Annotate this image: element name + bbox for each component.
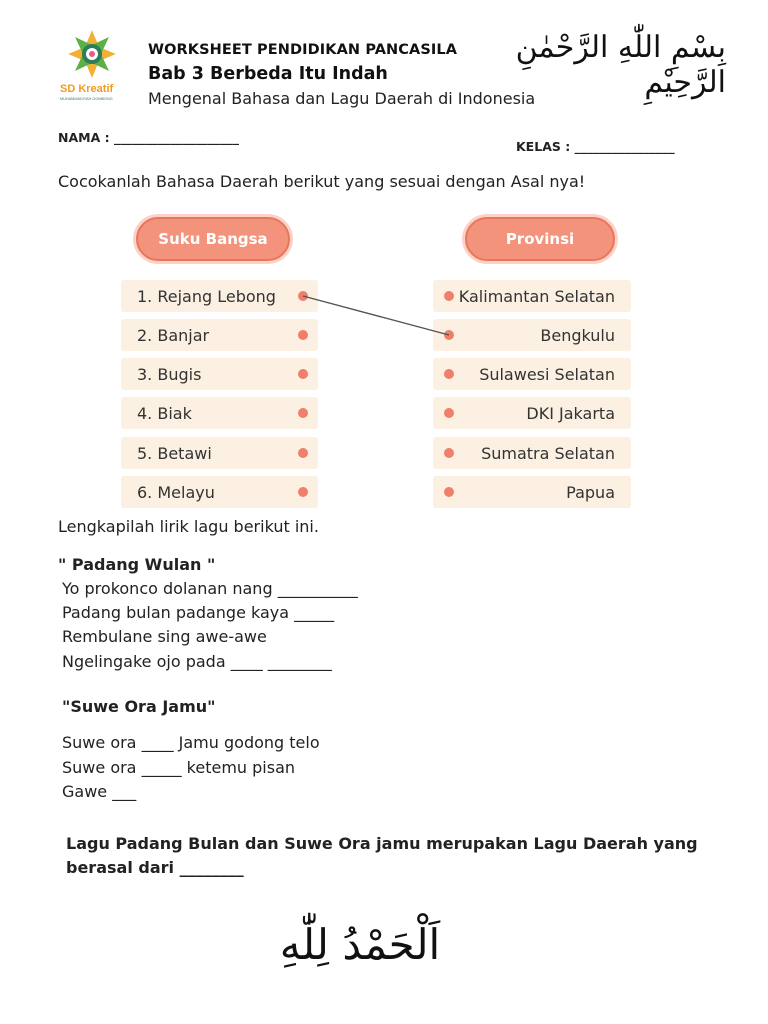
connector-line <box>303 296 449 335</box>
provinsi-item-label: DKI Jakarta <box>526 403 615 423</box>
final-question[interactable]: Lagu Padang Bulan dan Suwe Ora jamu merupakan Lagu Daerah yang berasal dari ________ <box>66 834 698 877</box>
provinsi-item[interactable] <box>433 280 631 312</box>
song-title-suwe-ora-jamu: "Suwe Ora Jamu" <box>62 697 216 716</box>
provinsi-item[interactable] <box>433 437 631 469</box>
lyric-line[interactable]: Yo prokonco dolanan nang __________ <box>62 579 358 598</box>
name-field[interactable]: NAMA : ____________________ <box>58 130 239 145</box>
provinsi-item[interactable] <box>433 397 631 429</box>
connect-dot[interactable] <box>298 487 308 497</box>
suku-item[interactable] <box>121 358 318 390</box>
logo-subtext: MUHAMMADIYAH GOMBONG <box>60 97 113 101</box>
provinsi-item[interactable] <box>433 319 631 351</box>
hamdalah-calligraphy: اَلْحَمْدُ لِلّٰهِ <box>279 920 441 969</box>
provinsi-item-label: Sumatra Selatan <box>481 443 615 463</box>
suku-item[interactable] <box>121 437 318 469</box>
connect-dot[interactable] <box>444 369 454 379</box>
suku-item-label: 2. Banjar <box>137 325 210 345</box>
suku-item-label: 4. Biak <box>137 403 192 423</box>
lyric-line[interactable]: Ngelingake ojo pada ____ ________ <box>62 652 332 671</box>
connect-dot[interactable] <box>444 487 454 497</box>
suku-item-label: 1. Rejang Lebong <box>137 286 276 306</box>
chapter-title: Bab 3 Berbeda Itu Indah <box>148 64 388 84</box>
provinsi-item-label: Bengkulu <box>540 325 615 345</box>
suku-item[interactable] <box>121 476 318 508</box>
provinsi-item[interactable] <box>433 358 631 390</box>
worksheet-title: WORKSHEET PENDIDIKAN PANCASILA <box>148 42 458 58</box>
connect-dot[interactable] <box>298 291 308 301</box>
basmalah-calligraphy: بِسْمِ اللّٰهِ الرَّحْمٰنِ الرَّحِيْمِ <box>515 30 726 100</box>
connect-dot[interactable] <box>298 330 308 340</box>
connect-dot[interactable] <box>298 408 308 418</box>
school-logo <box>58 28 126 104</box>
provinsi-item-label: Kalimantan Selatan <box>458 286 615 306</box>
provinsi-header: Provinsi <box>465 217 615 261</box>
provinsi-item[interactable] <box>433 476 631 508</box>
matching-instruction: Cocokanlah Bahasa Daerah berikut yang sesuai dengan Asal nya! <box>58 172 586 191</box>
connect-dot[interactable] <box>444 330 454 340</box>
suku-item-label: 6. Melayu <box>137 482 215 502</box>
song-title-padang-wulan: " Padang Wulan " <box>58 555 216 574</box>
provinsi-item-label: Sulawesi Selatan <box>479 364 615 384</box>
class-field[interactable]: KELAS : ________________ <box>516 139 675 154</box>
suku-item[interactable] <box>121 319 318 351</box>
suku-item-label: 3. Bugis <box>137 364 202 384</box>
connect-dot[interactable] <box>298 448 308 458</box>
lyrics-instruction: Lengkapilah lirik lagu berikut ini. <box>58 517 319 536</box>
connect-dot[interactable] <box>444 291 454 301</box>
suku-item[interactable] <box>121 280 318 312</box>
suku-item[interactable] <box>121 397 318 429</box>
connect-dot[interactable] <box>298 369 308 379</box>
lyric-line[interactable]: Suwe ora ____ Jamu godong telo <box>62 733 320 752</box>
lyric-line[interactable]: Gawe ___ <box>62 782 137 801</box>
worksheet-subtitle: Mengenal Bahasa dan Lagu Daerah di Indonesia <box>148 89 536 108</box>
suku-item-label: 5. Betawi <box>137 443 212 463</box>
suku-bangsa-header: Suku Bangsa <box>136 217 290 261</box>
logo-text: SD Kreatif <box>60 83 114 95</box>
provinsi-item-label: Papua <box>566 482 615 502</box>
lyric-line[interactable]: Padang bulan padange kaya _____ <box>62 603 335 622</box>
lyric-line[interactable]: Suwe ora _____ ketemu pisan <box>62 758 296 777</box>
connect-dot[interactable] <box>444 448 454 458</box>
lyric-line: Rembulane sing awe-awe <box>62 627 267 646</box>
connect-dot[interactable] <box>444 408 454 418</box>
